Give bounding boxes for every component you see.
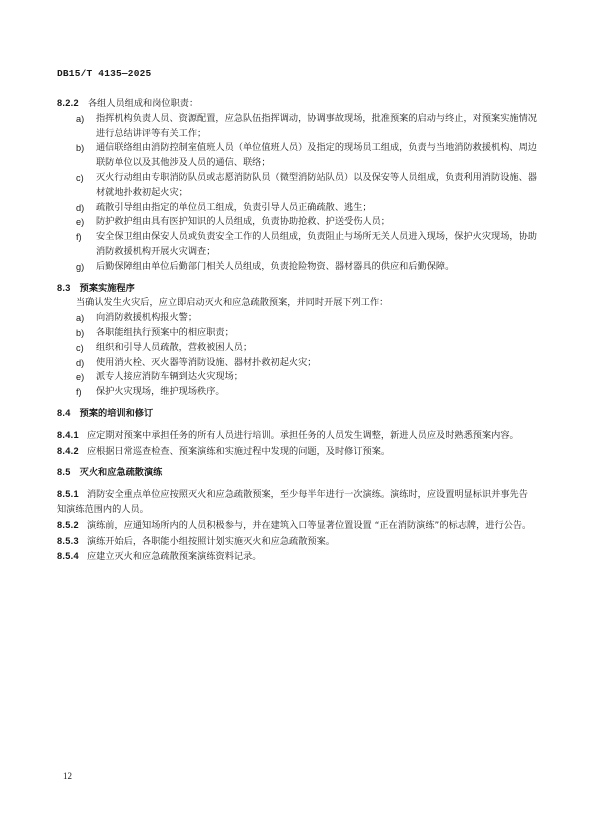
list-marker: e) [76,217,85,228]
list-marker: d) [76,357,85,368]
clause-number: 8.5.4 [57,551,79,562]
section-number: 8.2.2 [57,98,79,108]
list-text: 安全保卫组由保安人员或负责安全工作的人员组成，负责阻止与场所无关人员进入现场，保护火灾现场，协助消防救援机构开展火灾调查； [96,231,537,257]
list-marker: a) [76,113,85,124]
list-marker: a) [76,313,85,324]
section-8-5-heading [57,465,537,481]
section-intro: 当确认发生火灾后，应立即启动灭火和应急疏散预案，并同时开展下列工作： [76,297,389,309]
clause-paragraph [57,444,537,460]
clause-text: 消防安全重点单位应按照灭火和应急疏散预案，至少每半年进行一次演练。演练时，应设置明显标识并事先告知演练范围内的人员。 [57,489,528,515]
list-text: 通信联络组由消防控制室值班人员（单位值班人员）及指定的现场员工组成，负责与当地消防救援机构、周边联防单位以及其他涉及人员的通信、联络； [96,142,537,169]
list-item [76,370,537,385]
list-text: 后勤保障组由单位后勤部门相关人员组成，负责抢险物资、器材器具的供应和后勤保障。 [96,260,455,272]
list-marker: e) [76,372,85,383]
document-id: DB15/T 4135—2025 [57,68,152,79]
list-text: 防护救护组由具有医护知识的人员组成，负责协助抢救、护送受伤人员； [96,216,390,228]
clause-paragraph [57,487,537,518]
section-title: 灭火和应急疏散演练 [79,467,163,479]
section-title: 各组人员组成和岗位职责： [87,98,199,109]
list-item [76,341,537,356]
list-text: 灭火行动组由专职消防队员或志愿消防队员（微型消防站队员）以及保安等人员组成，负责利用消防设施、器材就地扑救初起火灾； [96,171,537,198]
list-item [76,141,537,171]
clause-number: 8.5.1 [57,489,79,500]
list-item [76,260,537,275]
clause-paragraph [57,428,537,444]
section-title: 预案实施程序 [79,282,135,294]
section-8-3-heading [57,281,537,297]
list-text: 各职能组执行预案中的相应职责； [96,326,234,338]
clause-text: 演练前，应通知场所内的人员积极参与，并在建筑入口等显著位置设置 “正在消防演练”的标志牌，进行公告。 [86,519,532,531]
list-item [76,326,537,341]
list-item [76,230,537,260]
clause-number: 8.4.2 [57,445,79,456]
section-number: 8.5 [57,467,71,478]
clause-text: 应定期对预案中承担任务的所有人员进行培训。承担任务的人员发生调整，新进人员应及时熟悉预案内容。 [86,429,519,441]
section-8-4-heading [57,406,537,422]
clause-text: 演练开始后，各职能小组按照计划实施灭火和应急疏散预案。 [86,535,335,547]
list-marker: c) [76,172,84,183]
list-item [76,201,537,216]
clause-number: 8.5.2 [57,519,79,530]
list-text: 组织和引导人员疏散，营救被困人员； [96,341,253,353]
clause-text: 应根据日常巡查检查、预案演练和实施过程中发现的问题，及时修订预案。 [86,445,391,457]
list-item [76,215,537,230]
list-text: 指挥机构负责人员、资源配置，应急队伍指挥调动，协调事故现场，批准预案的启动与终止，对预案实施情况进行总结讲评等有关工作； [96,112,537,139]
list-marker: g) [76,261,85,272]
list-marker: b) [76,327,85,338]
list-marker: d) [76,202,85,213]
clause-text: 应建立灭火和应急疏散预案演练资料记录。 [86,551,262,563]
list-marker: f) [76,232,82,243]
list-text: 保护火灾现场，维护现场秩序。 [96,386,225,398]
section-number: 8.3 [57,282,71,293]
section-title: 预案的培训和修订 [79,407,154,419]
list-item [76,385,537,400]
list-item [76,112,537,142]
document-body [57,96,537,565]
clause-paragraph [57,518,537,534]
section-number: 8.4 [57,407,71,418]
list-text: 向消防救援机构报火警； [96,312,198,324]
list-marker: f) [76,387,82,398]
list-marker: c) [76,342,84,353]
clause-number: 8.4.1 [57,429,79,440]
clause-number: 8.5.3 [57,535,79,546]
clause-paragraph [57,549,537,565]
list-item [76,311,537,326]
list-item [76,356,537,371]
page-number: 12 [63,771,72,781]
list-item [76,171,537,201]
list-text: 派专人接应消防车辆到达火灾现场； [96,371,243,383]
section-8-2-2-heading [57,96,537,112]
list-text: 使用消火栓、灭火器等消防设施、器材扑救初起火灾； [96,356,317,368]
list-text: 疏散引导组由指定的单位员工组成，负责引导人员正确疏散、逃生； [96,201,372,213]
list-marker: b) [76,143,85,154]
clause-paragraph [57,534,537,550]
